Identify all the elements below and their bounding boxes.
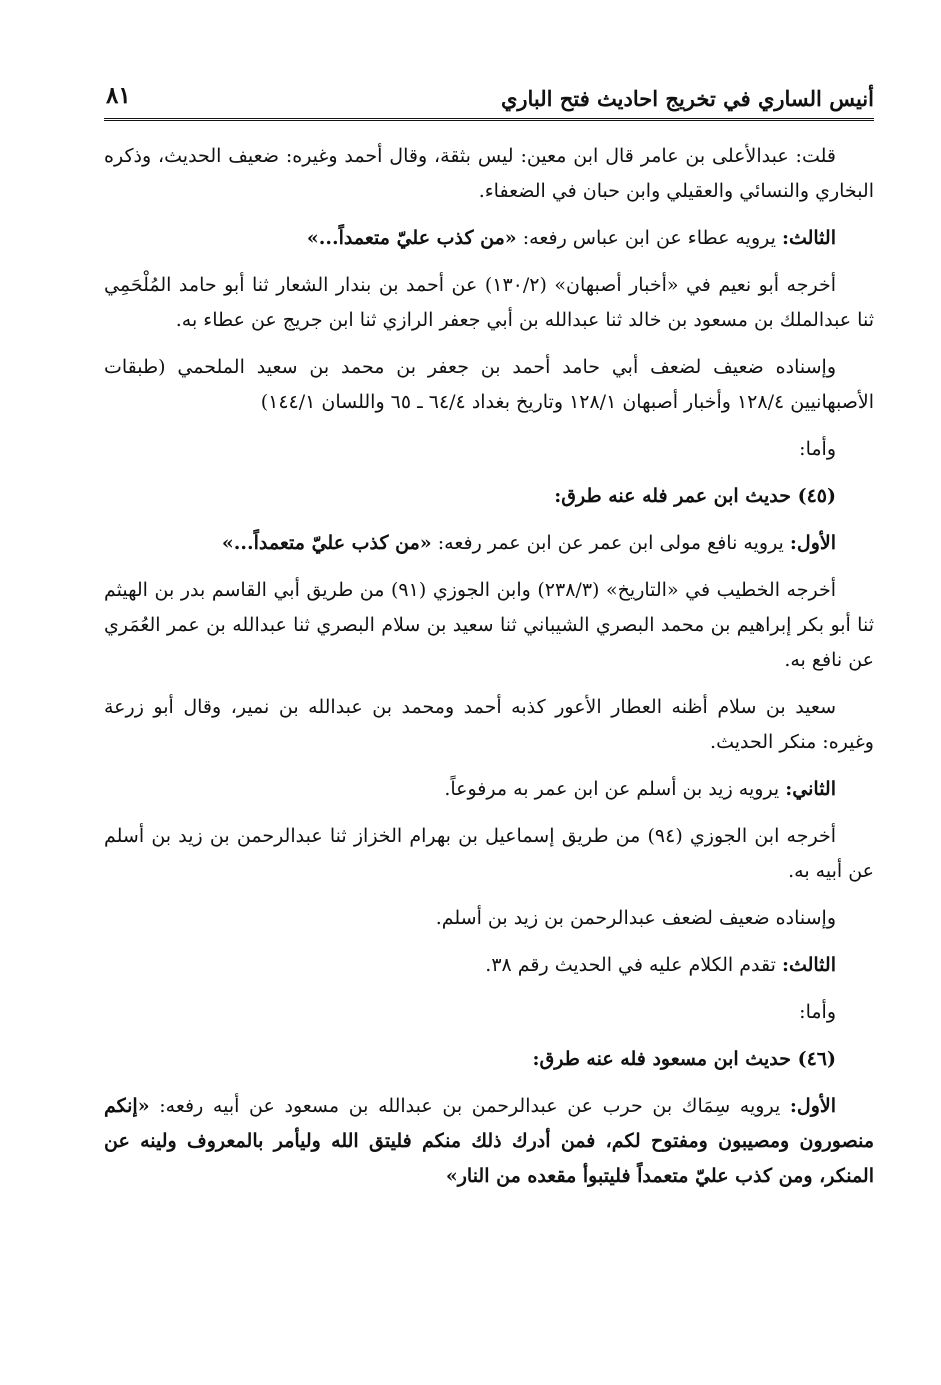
paragraph-takhrij: أخرجه ابن الجوزي (٩٤) من طريق إسماعيل بن بهرام الخزاز ثنا عبدالرحمن بن زيد بن أسلم عن أبيه به. (104, 825, 874, 882)
paragraph-note: قلت: عبدالأعلى بن عامر قال ابن معين: ليس بثقة، وقال أحمد وغيره: ضعيف الحديث، وذكره البخاري والنسائي والعقيلي وابن حبان في الضعفاء. (104, 145, 874, 202)
book-page (104, 80, 874, 1370)
route-text: يرويه سِمَاك بن حرب عن عبدالرحمن بن عبدالله بن مسعود عن أبيه رفعه: (149, 1095, 790, 1117)
paragraph-third-route (104, 948, 874, 983)
section-heading-45: (٤٥) حديث ابن عمر فله عنه طرق: (554, 485, 836, 507)
route-label: الأول: (789, 1095, 836, 1117)
hadith-quote: «من كذب عليّ متعمداً...» (306, 227, 517, 249)
page-number: ٨١ (106, 82, 131, 109)
route-label: الثالث: (781, 227, 836, 249)
route-label: الثالث: (781, 954, 836, 976)
route-text: يرويه زيد بن أسلم عن ابن عمر به مرفوعاً. (444, 778, 786, 800)
hadith-quote: «إنكم منصورون ومصيبون ومفتوح لكم، فمن أدرك ذلك منكم فليتق الله وليأمر بالمعروف ولينه عن المنكر، ومن كذب عليّ متعمداً فليتبوأ مقعده من النار» (104, 1095, 874, 1187)
paragraph-amma: وأما: (799, 1001, 836, 1023)
route-text: تقدم الكلام عليه في الحديث رقم ٣٨. (485, 954, 782, 976)
paragraph-second-route (104, 772, 874, 807)
route-text: يرويه نافع مولى ابن عمر عن ابن عمر رفعه: (431, 532, 790, 554)
paragraph-takhrij: أخرجه أبو نعيم في «أخبار أصبهان» (١٣٠/٢) عن أحمد بن بندار الشعار ثنا أبو حامد المُلْحَمِي ثنا عبدالملك بن مسعود بن خالد ثنا عبدالله بن أبي جعفر الرازي ثنا ابن جريج عن عطاء به. (104, 274, 874, 331)
hadith-quote: «من كذب عليّ متعمداً...» (221, 532, 432, 554)
paragraph-first-route (104, 526, 874, 561)
page-header (104, 80, 874, 121)
paragraph-amma: وأما: (799, 438, 836, 460)
route-label: الثاني: (785, 778, 836, 800)
paragraph-first-route (104, 1089, 874, 1194)
paragraph-note: سعيد بن سلام أظنه العطار الأعور كذبه أحمد ومحمد بن عبدالله بن نمير، وقال أبو زرعة وغيره: منكر الحديث. (104, 696, 874, 753)
paragraph-isnad: وإسناده ضعيف لضعف أبي حامد أحمد بن جعفر بن محمد بن سعيد الملحمي (طبقات الأصبهانيين ١٢٨/٤ وأخبار أصبهان ١٢٨/١ وتاريخ بغداد ٦٤/٤ ـ ٦٥ واللسان ١٤٤/١) (104, 356, 874, 413)
paragraph-third-route (104, 221, 874, 256)
running-title: أنيس الساري في تخريج احاديث فتح الباري (500, 86, 874, 111)
route-text: يرويه عطاء عن ابن عباس رفعه: (516, 227, 782, 249)
page-body (104, 139, 874, 1194)
section-heading-46: (٤٦) حديث ابن مسعود فله عنه طرق: (532, 1048, 836, 1070)
paragraph-takhrij: أخرجه الخطيب في «التاريخ» (٢٣٨/٣) وابن الجوزي (٩١) من طريق أبي القاسم بدر بن الهيثم ثنا أبو بكر إبراهيم بن محمد البصري الشيباني ثنا سعيد بن سلام البصري ثنا عبدالله بن عمر العُمَري عن نافع به. (104, 579, 874, 671)
paragraph-isnad: وإسناده ضعيف لضعف عبدالرحمن بن زيد بن أسلم. (435, 907, 836, 929)
route-label: الأول: (789, 532, 836, 554)
